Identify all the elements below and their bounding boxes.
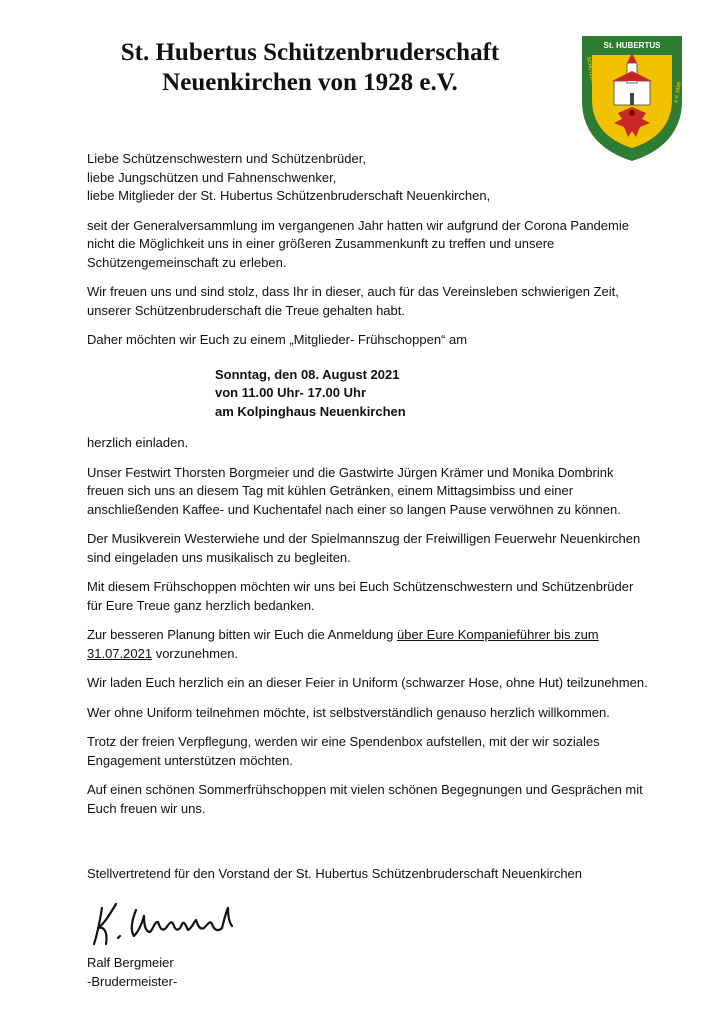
title-line-2: Neuenkirchen von 1928 e.V. bbox=[162, 69, 458, 96]
paragraph-line: für Eure Treue ganz herzlich bedanken. bbox=[87, 597, 315, 613]
paragraph-thanks bbox=[87, 578, 677, 615]
greeting-line: liebe Mitglieder der St. Hubertus Schützenbruderschaft Neuenkirchen, bbox=[87, 188, 491, 203]
paragraph-line bbox=[87, 645, 677, 664]
paragraph-invitation bbox=[87, 331, 677, 350]
paragraph-line: sind eingeladen uns musikalisch zu begleiten. bbox=[87, 549, 351, 565]
paragraph-line: Wer ohne Uniform teilnehmen möchte, ist selbstverständlich genauso herzlich willkommen. bbox=[87, 704, 610, 720]
greeting-line: liebe Jungschützen und Fahnenschwenker, bbox=[87, 169, 337, 185]
registration-prefix: Zur besseren Planung bitten wir Euch die Anmeldung bbox=[87, 627, 398, 642]
greeting bbox=[87, 150, 677, 206]
paragraph-line: Wir laden Euch herzlich ein an dieser Feier in Uniform (schwarzer Hose, ohne Hut) teilzunehmen. bbox=[87, 675, 648, 690]
letterhead-title bbox=[60, 38, 560, 98]
paragraph-line: Trotz der freien Verpflegung, werden wir eine Spendenbox aufstellen, mit der wir soziales bbox=[87, 734, 600, 749]
title-line-1: St. Hubertus Schützenbruderschaft bbox=[120, 39, 500, 66]
paragraph-line: Wir freuen uns und sind stolz, dass Ihr in dieser, auch für das Vereinsleben schwierigen Zeit, bbox=[87, 284, 619, 299]
paragraph-line: Engagement unterstützen möchten. bbox=[87, 752, 293, 768]
greeting-line: Liebe Schützenschwestern und Schützenbrüder, bbox=[87, 151, 366, 166]
handwritten-signature bbox=[88, 898, 248, 958]
club-crest-logo bbox=[578, 33, 686, 163]
registration-suffix: vorzunehmen. bbox=[152, 645, 239, 661]
paragraph-donation bbox=[87, 733, 677, 770]
signer-role: -Brudermeister- bbox=[87, 974, 178, 989]
svg-text:St. HUBERTUS: St. HUBERTUS bbox=[603, 41, 661, 50]
letter-body bbox=[87, 150, 677, 829]
paragraph-hosts bbox=[87, 464, 677, 520]
signer-name: Ralf Bergmeier bbox=[87, 955, 174, 970]
paragraph-line: herzlich einladen. bbox=[87, 435, 189, 450]
paragraph-line bbox=[87, 626, 677, 645]
paragraph-invite-close bbox=[87, 434, 677, 453]
signer-block bbox=[87, 953, 177, 991]
svg-text:e.V. 1928: e.V. 1928 bbox=[673, 81, 683, 104]
paragraph-music bbox=[87, 530, 677, 567]
paragraph-line: Unser Festwirt Thorsten Borgmeier und die Gastwirte Jürgen Krämer und Monika Dombrink bbox=[87, 464, 614, 480]
paragraph-intro bbox=[87, 217, 677, 273]
paragraph-line: nicht die Möglichkeit uns in einer größeren Zusammenkunft zu treffen und unsere bbox=[87, 236, 555, 251]
paragraph-line: seit der Generalversammlung im vergangenen Jahr hatten wir aufgrund der Corona Pandemie bbox=[87, 217, 629, 233]
paragraph-registration bbox=[87, 626, 677, 663]
registration-deadline-underlined: über Eure Kompanieführer bis zum bbox=[397, 627, 599, 642]
paragraph-line: Mit diesem Frühschoppen möchten wir uns bei Euch Schützenschwestern und Schützenbrüder bbox=[87, 579, 634, 594]
paragraph-line: Euch freuen wir uns. bbox=[87, 800, 206, 816]
paragraph-line: unserer Schützenbruderschaft die Treue gehalten habt. bbox=[87, 302, 405, 318]
event-time: von 11.00 Uhr- 17.00 Uhr bbox=[215, 385, 367, 400]
paragraph-line: Der Musikverein Westerwiehe und der Spielmannszug der Freiwilligen Feuerwehr Neuenkirchen bbox=[87, 531, 641, 546]
paragraph-line: freuen sich uns an diesem Tag mit kühlen Getränken, einem Mittagsimbiss und einer bbox=[87, 483, 574, 498]
svg-text:SCHÜTZENBRUDERSCHAFT: SCHÜTZENBRUDERSCHAFT bbox=[585, 56, 603, 126]
registration-date-underlined: 31.07.2021 bbox=[87, 645, 153, 661]
paragraph-closing bbox=[87, 781, 677, 818]
paragraph-line: Daher möchten wir Euch zu einem „Mitglieder- Frühschoppen“ am bbox=[87, 332, 468, 347]
signoff-line: Stellvertretend für den Vorstand der St. Hubertus Schützenbruderschaft Neuenkirchen bbox=[87, 866, 583, 881]
event-date: Sonntag, den 08. August 2021 bbox=[215, 366, 400, 382]
paragraph-line: Auf einen schönen Sommerfrühschoppen mit vielen schönen Begegnungen und Gesprächen mit bbox=[87, 782, 643, 797]
event-location: am Kolpinghaus Neuenkirchen bbox=[215, 403, 406, 419]
paragraph-line: anschließenden Kaffee- und Kuchentafel nach einer so langen Pause verwöhnen zu können. bbox=[87, 501, 621, 517]
paragraph-line: Schützengemeinschaft zu erleben. bbox=[87, 254, 287, 270]
event-details bbox=[215, 366, 677, 422]
paragraph-loyalty bbox=[87, 283, 677, 320]
paragraph-uniform bbox=[87, 674, 677, 693]
paragraph-without-uniform bbox=[87, 704, 677, 723]
